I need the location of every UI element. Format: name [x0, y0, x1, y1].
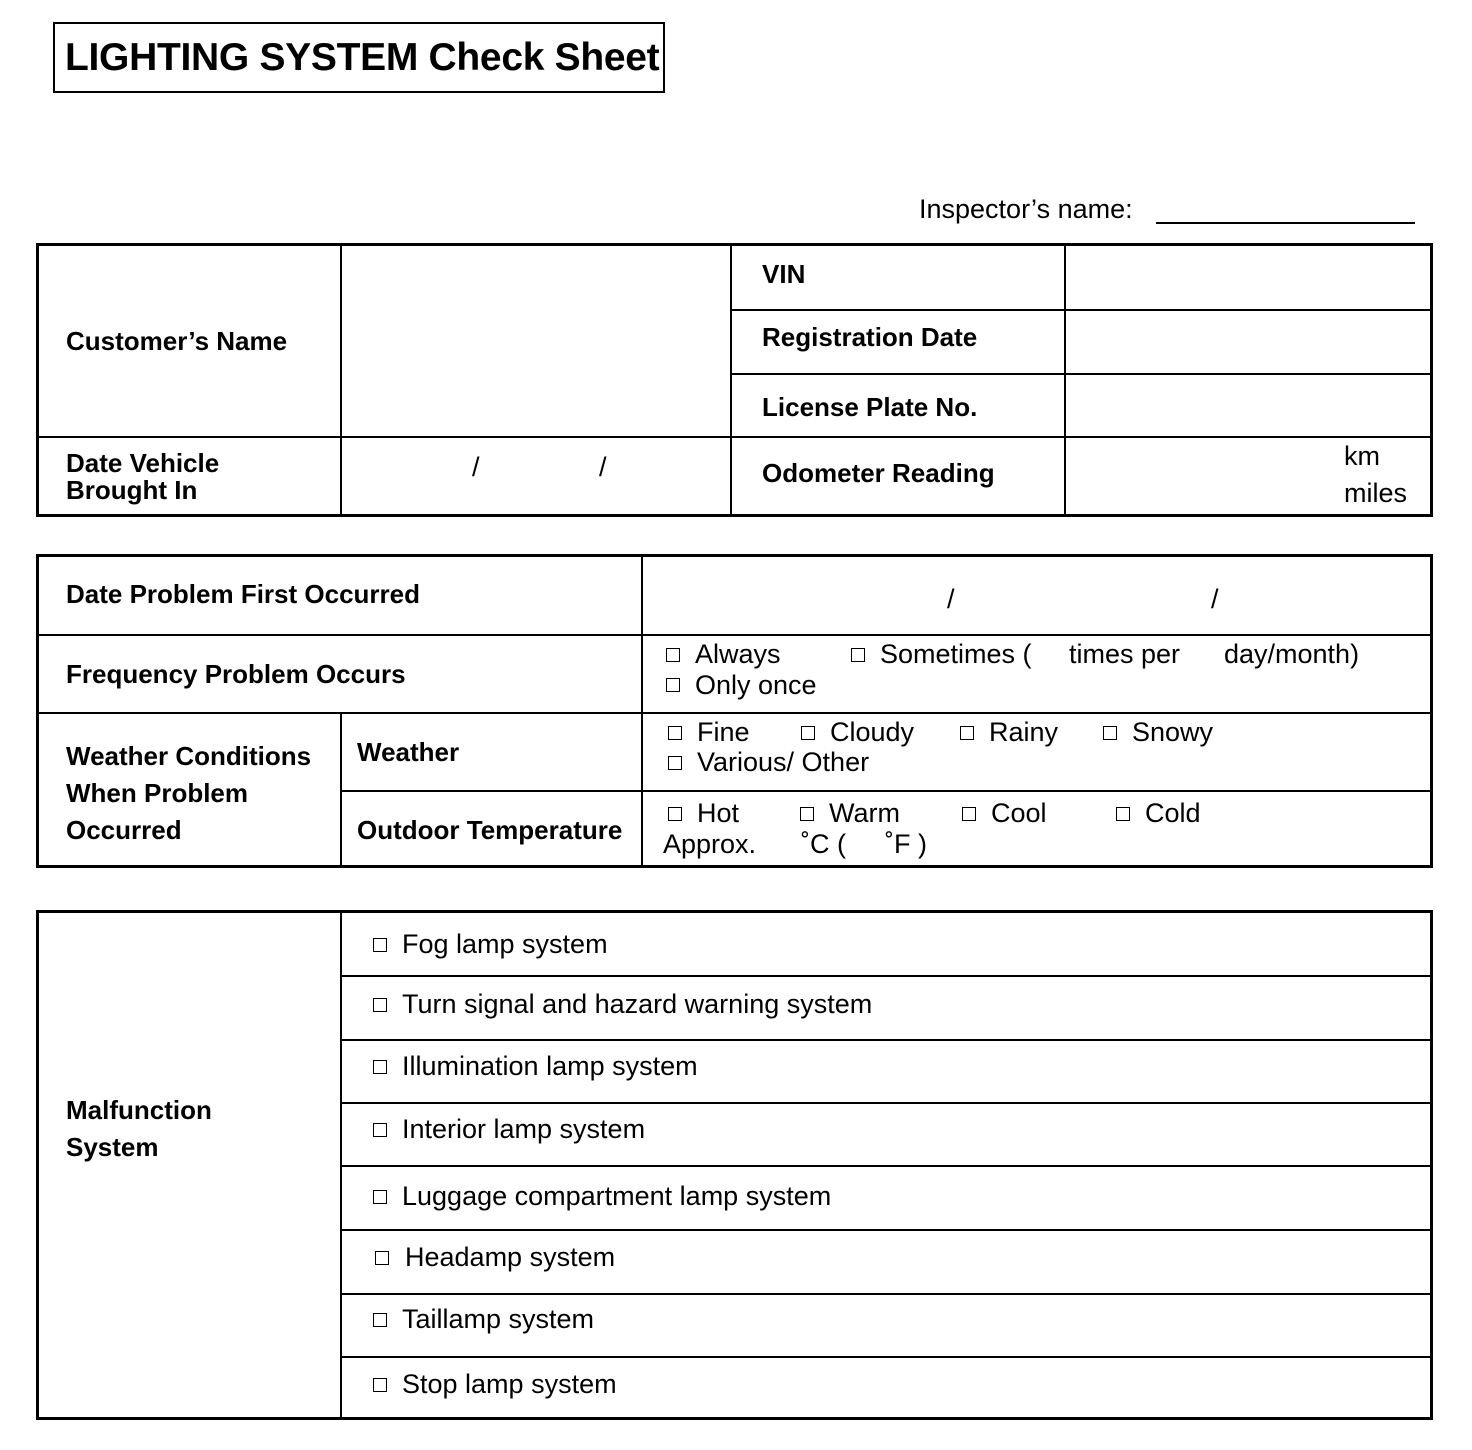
system-item-label: Headamp system	[405, 1242, 616, 1272]
fog-lamp-checkbox[interactable]	[373, 938, 387, 952]
inspector-name-field[interactable]	[1156, 222, 1415, 224]
inspector-label: Inspector’s name:	[919, 194, 1133, 224]
cold-checkbox[interactable]	[1116, 807, 1130, 821]
temperature-label: Outdoor Temperature	[357, 815, 623, 845]
registration-date-label: Registration Date	[762, 322, 978, 352]
system-item-label: Taillamp system	[402, 1304, 595, 1334]
problem-info-table	[36, 554, 1433, 868]
system-item-label: Fog lamp system	[402, 929, 608, 959]
only-once-checkbox[interactable]	[666, 678, 680, 692]
odometer-label: Odometer Reading	[762, 458, 995, 488]
frequency-label: Frequency Problem Occurs	[66, 659, 406, 689]
sometimes-label: Sometimes (	[880, 639, 1032, 669]
illumination-lamp-checkbox[interactable]	[373, 1060, 387, 1074]
system-item-label: Turn signal and hazard warning system	[402, 989, 873, 1019]
sometimes-checkbox[interactable]	[851, 648, 865, 662]
snowy-checkbox[interactable]	[1103, 726, 1117, 740]
license-plate-label: License Plate No.	[762, 392, 978, 422]
registration-date-field[interactable]	[1066, 311, 1430, 373]
stop-lamp-checkbox[interactable]	[373, 1378, 387, 1392]
snowy-label: Snowy	[1132, 717, 1214, 747]
date-separator: /	[599, 452, 607, 482]
license-plate-field[interactable]	[1066, 375, 1430, 436]
date-separator: /	[472, 452, 480, 482]
vin-label: VIN	[762, 259, 806, 289]
always-label: Always	[695, 639, 781, 669]
system-item-label: Interior lamp system	[402, 1114, 646, 1144]
times-per-label: times per	[1069, 639, 1181, 669]
date-separator: /	[947, 584, 955, 614]
only-once-label: Only once	[695, 670, 817, 700]
malfunction-label: Malfunction System	[66, 1095, 212, 1162]
rainy-label: Rainy	[989, 717, 1059, 747]
vin-field[interactable]	[1066, 246, 1430, 309]
customer-name-field[interactable]	[342, 246, 730, 436]
celsius-label: ˚C (	[801, 829, 846, 859]
fahrenheit-label: ˚F )	[885, 829, 927, 859]
luggage-lamp-checkbox[interactable]	[373, 1190, 387, 1204]
date-first-occurred-label: Date Problem First Occurred	[66, 579, 420, 609]
headlamp-checkbox[interactable]	[375, 1251, 389, 1265]
taillamp-checkbox[interactable]	[373, 1313, 387, 1327]
unit-km: km	[1344, 441, 1380, 471]
vehicle-info-table	[36, 243, 1433, 517]
cold-label: Cold	[1145, 798, 1201, 828]
page-title: LIGHTING SYSTEM Check Sheet	[65, 36, 660, 79]
warm-checkbox[interactable]	[800, 807, 814, 821]
various-label: Various/ Other	[697, 747, 870, 777]
fine-label: Fine	[697, 717, 750, 747]
cool-label: Cool	[991, 798, 1047, 828]
date-brought-in-label: Date Vehicle Brought In	[66, 448, 220, 506]
interior-lamp-checkbox[interactable]	[373, 1123, 387, 1137]
hot-checkbox[interactable]	[668, 807, 682, 821]
hot-label: Hot	[697, 798, 740, 828]
weather-conditions-label: Weather Conditions When Problem Occurred	[66, 741, 312, 845]
unit-miles: miles	[1344, 478, 1408, 508]
system-item-label: Luggage compartment lamp system	[402, 1181, 832, 1211]
warm-label: Warm	[829, 798, 900, 828]
cloudy-label: Cloudy	[830, 717, 915, 747]
cloudy-checkbox[interactable]	[801, 726, 815, 740]
rainy-checkbox[interactable]	[960, 726, 974, 740]
cool-checkbox[interactable]	[962, 807, 976, 821]
customer-name-label: Customer’s Name	[66, 326, 288, 356]
malfunction-table	[36, 910, 1433, 1420]
turn-signal-checkbox[interactable]	[373, 998, 387, 1012]
date-separator: /	[1211, 584, 1219, 614]
always-checkbox[interactable]	[666, 648, 680, 662]
day-month-label: day/month)	[1224, 639, 1360, 669]
system-item-label: Stop lamp system	[402, 1369, 617, 1399]
fine-checkbox[interactable]	[668, 726, 682, 740]
weather-label: Weather	[357, 737, 460, 767]
approx-label: Approx.	[663, 829, 757, 859]
various-checkbox[interactable]	[668, 756, 682, 770]
system-item-label: Illumination lamp system	[402, 1051, 698, 1081]
